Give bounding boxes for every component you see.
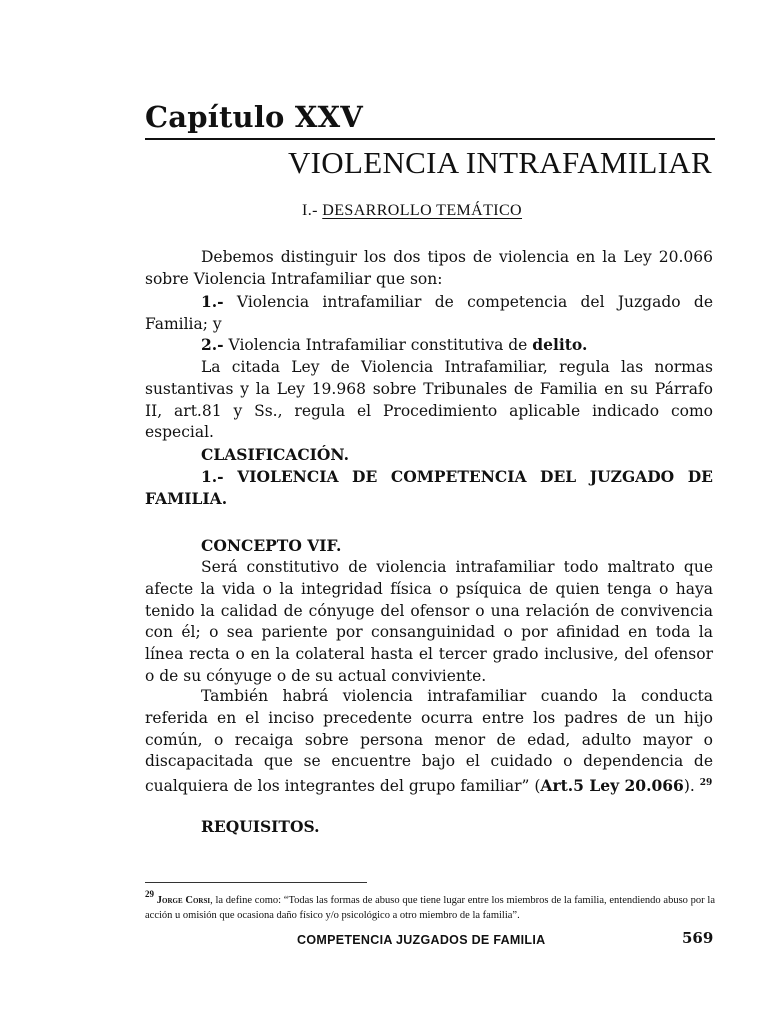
list-item-1-number: 1.- — [201, 292, 224, 311]
intro-paragraph: Debemos distinguir los dos tipos de violencia en la Ley 20.066 sobre Violencia Intrafamiliar que son: — [145, 248, 713, 288]
footnote — [145, 887, 715, 923]
clasificacion-heading: CLASIFICACIÓN. — [201, 445, 349, 464]
page-number: 569 — [682, 929, 714, 947]
list-item-1 — [145, 291, 713, 336]
article-reference: Art.5 Ley 20.066 — [540, 776, 684, 796]
footnote-rule — [145, 882, 367, 883]
concepto-heading: CONCEPTO VIF. — [201, 536, 342, 555]
section-number: I.- — [302, 202, 323, 219]
heading-rule — [145, 138, 715, 140]
clasificacion-item: 1.- VIOLENCIA DE COMPETENCIA DEL JUZGADO DE FAMILIA. — [145, 467, 713, 508]
concepto-paragraph-2-end: ). — [683, 777, 695, 796]
list-item-2-number: 2.- — [201, 335, 224, 354]
page-title: VIOLENCIA INTRAFAMILIAR — [288, 145, 712, 180]
footnote-reference[interactable]: 29 — [699, 778, 713, 789]
chapter-heading: Capítulo XXV — [145, 100, 364, 134]
footnote-marker: 29 — [145, 889, 154, 899]
section-label: DESARROLLO TEMÁTICO — [322, 202, 523, 219]
concepto-paragraph-2 — [145, 686, 713, 798]
footnote-text: , la define como: “Todas las formas de abuso que tiene lugar entre los miembros de la familia, entendiendo abuso por la acción u omisión que ocasiona daño físico y/o psicológico a otro miembro de la familia”. — [145, 895, 716, 921]
list-item-2-text: Violencia Intrafamiliar constitutiva de — [223, 336, 533, 354]
concepto-paragraph-2-text: También habrá violencia intrafamiliar cuando la conducta referida en el inciso precedente ocurra entre los padres de un hijo común, o recaiga sobre persona menor de edad, adulto mayor o discapacitada que se encuentre bajo el cuidado o dependencia de cualquiera de los integrantes del grupo familiar” ( — [145, 687, 713, 796]
list-item-2 — [201, 334, 587, 357]
running-footer-title: COMPETENCIA JUZGADOS DE FAMILIA — [297, 933, 546, 947]
requisitos-heading: REQUISITOS. — [201, 817, 320, 836]
ley-paragraph: La citada Ley de Violencia Intrafamiliar, regula las normas sustantivas y la Ley 19.968 sobre Tribunales de Familia en su Párrafo II, art.81 y Ss., regula el Procedimiento aplicable indicado como especial. — [145, 358, 713, 442]
list-item-1-text: Violencia intrafamiliar de competencia del Juzgado de Familia; y — [145, 293, 713, 333]
footnote-author: Jorge Corsi — [156, 895, 211, 906]
section-heading — [302, 202, 522, 220]
list-item-2-bold: delito. — [532, 335, 588, 354]
concepto-paragraph-1: Será constitutivo de violencia intrafamiliar todo maltrato que afecte la vida o la integridad física o psíquica de quien tenga o haya tenido la calidad de cónyuge del ofensor o una relación de convivencia con él; o sea pariente por consanguinidad o por afinidad en toda la línea recta o en la colateral hasta el tercer grado inclusive, del ofensor o de su cónyuge o de su actual conviviente. — [145, 558, 713, 685]
